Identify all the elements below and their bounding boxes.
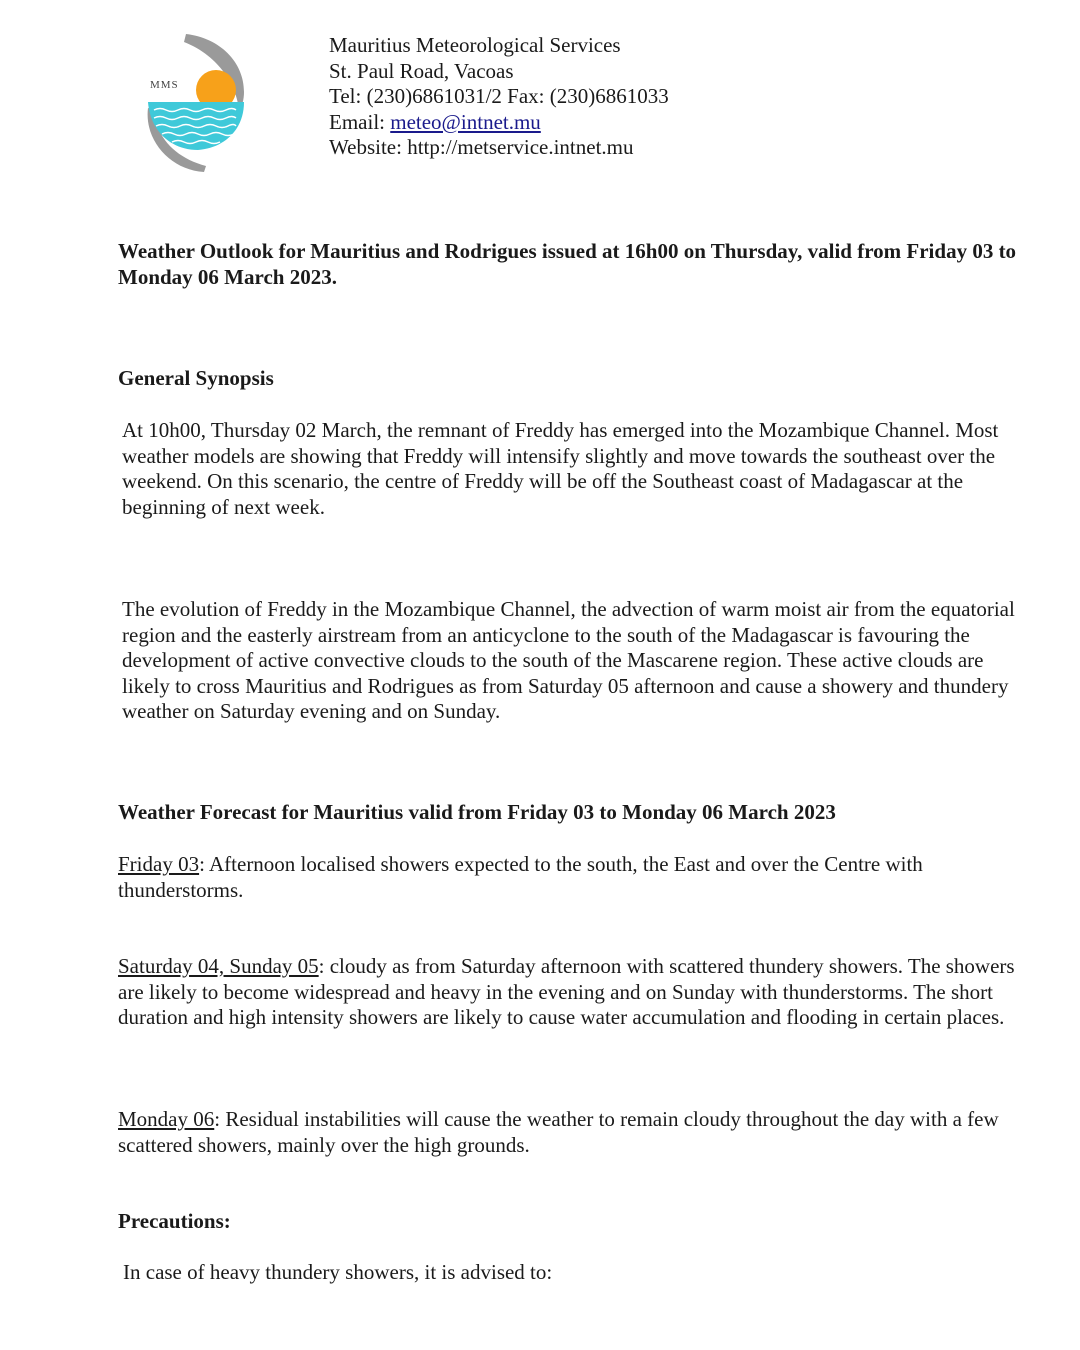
org-email-line	[329, 110, 669, 136]
email-link[interactable]: meteo@intnet.mu	[390, 109, 541, 134]
forecast-day-monday	[118, 1107, 1018, 1158]
forecast-day-text: : cloudy as from Saturday afternoon with scattered thundery showers. The showers are likely to become widespread and heavy in the evening and on Sunday with thunderstorms. The short duration and high intensity showers are likely to cause water accumulation and flooding in certain places.	[118, 954, 1015, 1030]
logo-text: MMS	[150, 79, 179, 91]
forecast-day-label: Saturday 04, Sunday 05	[118, 954, 319, 978]
synopsis-heading: General Synopsis	[118, 366, 274, 390]
synopsis-paragraph-2: The evolution of Freddy in the Mozambique Channel, the advection of warm moist air from the equatorial region and the easterly airstream from an anticyclone to the south of the Madagascar is favouring the development of active convective clouds to the south of the Mascarene region. These active clouds are likely to cross Mauritius and Rodrigues as from Saturday 05 afternoon and cause a showery and thundery weather on Saturday evening and on Sunday.	[122, 597, 1015, 724]
forecast-day-text: : Residual instabilities will cause the weather to remain cloudy throughout the day with a few scattered showers, mainly over the high grounds.	[118, 1107, 999, 1157]
forecast-day-saturday-sunday	[118, 954, 1018, 1031]
forecast-heading: Weather Forecast for Mauritius valid from Friday 03 to Monday 06 March 2023	[118, 800, 836, 824]
org-phone: Tel: (230)6861031/2 Fax: (230)6861033	[329, 84, 669, 109]
forecast-day-label: Monday 06	[118, 1107, 215, 1131]
forecast-day-label: Friday 03	[118, 852, 200, 876]
org-name: Mauritius Meteorological Services	[329, 33, 621, 57]
email-label: Email:	[329, 109, 391, 134]
synopsis-paragraph-1: At 10h00, Thursday 02 March, the remnant of Freddy has emerged into the Mozambique Channel. Most weather models are showing that Freddy will intensify slightly and move towards the southeast over the weekend. On this scenario, the centre of Freddy will be off the Southeast coast of Madagascar at the beginning of next week.	[122, 418, 999, 519]
org-contact-block	[329, 33, 669, 161]
forecast-day-friday	[118, 852, 1018, 903]
forecast-day-text: : Afternoon localised showers expected to the south, the East and over the Centre with thunderstorms.	[118, 852, 923, 902]
outlook-title: Weather Outlook for Mauritius and Rodrigues issued at 16h00 on Thursday, valid from Friday 03 to Monday 06 March 2023.	[118, 239, 1017, 289]
org-address: St. Paul Road, Vacoas	[329, 58, 514, 83]
mms-logo	[140, 30, 250, 176]
org-website: Website: http://metservice.intnet.mu	[329, 135, 634, 160]
precautions-heading: Precautions:	[118, 1209, 231, 1233]
precautions-intro: In case of heavy thundery showers, it is advised to:	[123, 1260, 553, 1284]
